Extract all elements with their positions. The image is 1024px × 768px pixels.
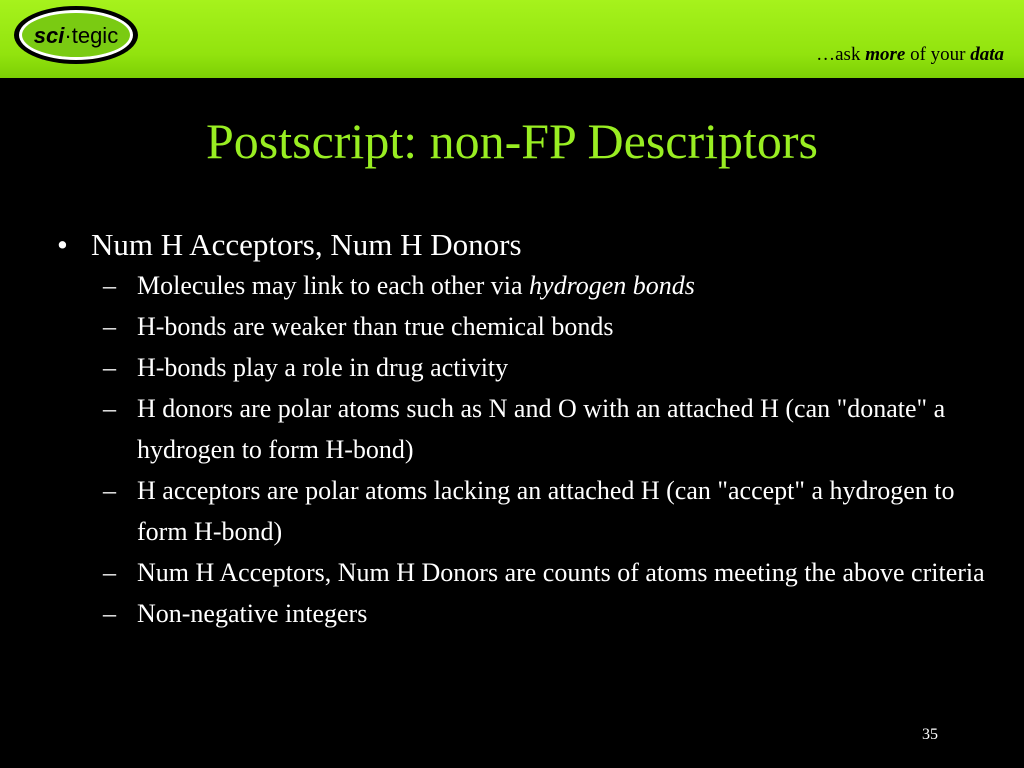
dash-icon: –: [103, 312, 116, 341]
sub-bullet-item: [103, 593, 1007, 634]
sub-bullet-plain-text: Molecules may link to each other via: [137, 271, 530, 300]
sub-bullet-item: [103, 306, 1007, 347]
dash-icon: –: [103, 558, 116, 587]
sub-bullet-item: [103, 552, 1007, 593]
slide-title: Postscript: non-FP Descriptors: [205, 113, 819, 169]
page-number: 35: [922, 726, 938, 743]
dash-icon: –: [103, 476, 116, 505]
sub-bullet-text: [137, 470, 1007, 552]
dash-icon: –: [103, 394, 116, 423]
tagline-middle: of your: [905, 44, 971, 65]
logo-text: sci·tegic: [33, 23, 119, 48]
main-bullet: [57, 225, 1007, 265]
scitegic-logo: [12, 4, 142, 66]
tagline-data: data: [970, 44, 1004, 65]
sub-bullet-plain-text: H-bonds play a role in drug activity: [137, 353, 509, 382]
sub-bullet-plain-text: H donors are polar atoms such as N and O with an attached H (can "donate" a hydrogen to form H-bond): [137, 394, 946, 464]
dash-icon: –: [103, 271, 116, 300]
tagline-prefix: …ask: [816, 44, 866, 65]
sub-bullet-item: [103, 347, 1007, 388]
tagline: [816, 44, 1004, 66]
sub-bullet-item: [103, 265, 1007, 306]
sub-bullet-plain-text: Num H Acceptors, Num H Donors are counts of atoms meeting the above criteria: [137, 558, 985, 587]
sub-bullet-text: [137, 593, 1007, 634]
sub-bullet-list: [57, 265, 1007, 634]
sub-bullet-text: [137, 265, 1007, 306]
header-bar: [0, 0, 1024, 78]
slide-content: [57, 225, 1007, 634]
dash-icon: –: [103, 599, 116, 628]
sub-bullet-plain-text: H-bonds are weaker than true chemical bonds: [137, 312, 614, 341]
tagline-more: more: [865, 44, 906, 65]
sub-bullet-italic-text: hydrogen bonds: [529, 271, 695, 300]
sub-bullet-text: [137, 347, 1007, 388]
bullet-dot-icon: •: [57, 227, 68, 262]
sub-bullet-text: [137, 388, 1007, 470]
sub-bullet-item: [103, 388, 1007, 470]
sub-bullet-text: [137, 306, 1007, 347]
dash-icon: –: [103, 353, 116, 382]
sub-bullet-plain-text: H acceptors are polar atoms lacking an attached H (can "accept" a hydrogen to form H-bond): [137, 476, 955, 546]
sub-bullet-item: [103, 470, 1007, 552]
sub-bullet-text: [137, 552, 1007, 593]
sub-bullet-plain-text: Non-negative integers: [137, 599, 368, 628]
main-bullet-text: Num H Acceptors, Num H Donors: [91, 227, 522, 262]
